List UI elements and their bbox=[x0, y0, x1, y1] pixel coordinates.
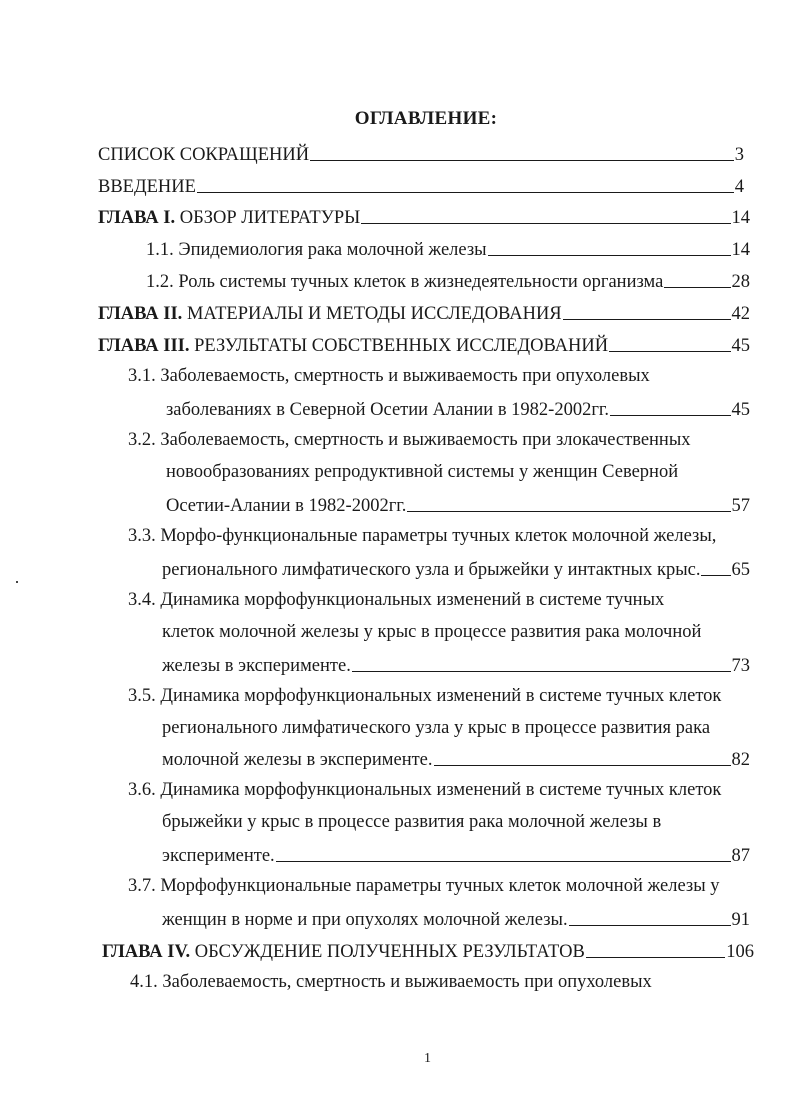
toc-page-number: 45 bbox=[731, 400, 750, 420]
toc-leader bbox=[310, 160, 734, 161]
toc-page-number: 91 bbox=[731, 910, 750, 930]
toc-entry-3-3-line-1: 3.3. Морфо-функциональные параметры тучных клеток молочной железы, bbox=[128, 526, 717, 546]
chapter-title: РЕЗУЛЬТАТЫ СОБСТВЕННЫХ ИССЛЕДОВАНИЙ bbox=[189, 336, 609, 356]
toc-page-number: 45 bbox=[731, 336, 750, 356]
toc-entry-text: эксперименте. bbox=[162, 846, 275, 866]
toc-leader bbox=[610, 415, 730, 416]
toc-entry-3-4-line-1: 3.4. Динамика морфофункциональных изменений в системе тучных bbox=[128, 590, 665, 610]
toc-entry-chapter-4 bbox=[102, 937, 754, 963]
toc-entry-text: железы в эксперименте. bbox=[162, 656, 351, 676]
toc-entry-1-1 bbox=[146, 235, 750, 261]
chapter-label: ГЛАВА IV. bbox=[102, 942, 191, 962]
toc-page-number: 87 bbox=[731, 846, 750, 866]
toc-page-number: 14 bbox=[731, 240, 750, 260]
chapter-label: ГЛАВА I. bbox=[98, 208, 176, 228]
toc-entry-3-7 bbox=[162, 905, 750, 931]
chapter-title: МАТЕРИАЛЫ И МЕТОДЫ ИССЛЕДОВАНИЯ bbox=[182, 304, 562, 324]
toc-entry-text bbox=[102, 942, 585, 963]
toc-leader bbox=[701, 575, 730, 576]
toc-page-number: 73 bbox=[731, 656, 750, 676]
toc-entry-introduction bbox=[98, 172, 744, 198]
toc-page-number: 57 bbox=[731, 496, 750, 516]
toc-page-number: 42 bbox=[731, 304, 750, 324]
toc-entry-text: заболеваниях в Северной Осетии Алании в 1982-2002гг. bbox=[166, 400, 610, 420]
toc-leader bbox=[609, 351, 730, 352]
chapter-label: ГЛАВА III. bbox=[98, 336, 190, 356]
toc-entry-text: ВВЕДЕНИЕ bbox=[98, 177, 196, 197]
toc-leader bbox=[352, 671, 731, 672]
toc-leader bbox=[664, 287, 730, 288]
chapter-title: ОБСУЖДЕНИЕ ПОЛУЧЕННЫХ РЕЗУЛЬТАТОВ bbox=[190, 942, 585, 962]
toc-page-number: 65 bbox=[731, 560, 750, 580]
toc-entry-3-6 bbox=[162, 841, 750, 867]
toc-leader bbox=[569, 925, 731, 926]
toc-entry-text: 1.1. Эпидемиология рака молочной железы bbox=[146, 240, 487, 260]
scan-speck bbox=[16, 581, 18, 583]
toc-entry-text: молочной железы в эксперименте. bbox=[162, 750, 433, 770]
toc-leader bbox=[197, 192, 734, 193]
toc-leader bbox=[563, 319, 731, 320]
chapter-label: ГЛАВА II. bbox=[98, 304, 183, 324]
toc-entry-4-1-line-1: 4.1. Заболеваемость, смертность и выживаемость при опухолевых bbox=[130, 972, 652, 992]
toc-entry-3-2 bbox=[166, 491, 750, 517]
toc-entry-3-1 bbox=[166, 395, 750, 421]
toc-entry-3-2-line-1: 3.2. Заболеваемость, смертность и выживаемость при злокачественных bbox=[128, 430, 691, 450]
toc-title: ОГЛАВЛЕНИЕ: bbox=[354, 108, 498, 129]
toc-entry-3-1-line-1: 3.1. Заболеваемость, смертность и выживаемость при опухолевых bbox=[128, 366, 650, 386]
toc-entry-3-2-line-2: новообразованиях репродуктивной системы у женщин Северной bbox=[166, 462, 679, 482]
chapter-title: ОБЗОР ЛИТЕРАТУРЫ bbox=[175, 208, 361, 228]
toc-entry-text: регионального лимфатического узла и брыжейки у интактных крыс. bbox=[162, 560, 701, 580]
toc-entry-text bbox=[98, 208, 360, 229]
toc-entry-abbreviations bbox=[98, 140, 744, 166]
toc-entry-3-6-line-2: брыжейки у крыс в процессе развития рака молочной железы в bbox=[162, 812, 662, 832]
toc-entry-text bbox=[98, 336, 608, 357]
toc-page-number: 14 bbox=[731, 208, 750, 228]
page-number: 1 bbox=[424, 1051, 431, 1066]
toc-leader bbox=[407, 511, 730, 512]
toc-entry-3-7-line-1: 3.7. Морфофункциональные параметры тучных клеток молочной железы у bbox=[128, 876, 720, 896]
toc-leader bbox=[488, 255, 731, 256]
toc-entry-3-4 bbox=[162, 651, 750, 677]
toc-entry-text: СПИСОК СОКРАЩЕНИЙ bbox=[98, 145, 310, 165]
toc-page-number: 82 bbox=[731, 750, 750, 770]
toc-leader bbox=[276, 861, 731, 862]
toc-entry-chapter-1 bbox=[98, 203, 750, 229]
toc-entry-chapter-2 bbox=[98, 299, 750, 325]
toc-page-number: 4 bbox=[734, 177, 744, 197]
toc-entry-3-6-line-1: 3.6. Динамика морфофункциональных изменений в системе тучных клеток bbox=[128, 780, 722, 800]
toc-entry-text: 1.2. Роль системы тучных клеток в жизнедеятельности организма bbox=[146, 272, 664, 292]
toc-leader bbox=[361, 223, 730, 224]
toc-leader bbox=[434, 765, 731, 766]
toc-entry-text: Осетии-Алании в 1982-2002гг. bbox=[166, 496, 407, 516]
toc-entry-chapter-3 bbox=[98, 331, 750, 357]
toc-entry-text bbox=[98, 304, 562, 325]
toc-entry-3-5-line-1: 3.5. Динамика морфофункциональных изменений в системе тучных клеток bbox=[128, 686, 722, 706]
toc-page-number: 28 bbox=[731, 272, 750, 292]
toc-page-number: 106 bbox=[726, 942, 754, 962]
toc-entry-1-2 bbox=[146, 267, 750, 293]
toc-entry-3-3 bbox=[162, 555, 750, 581]
toc-page-number: 3 bbox=[734, 145, 744, 165]
toc-leader bbox=[586, 957, 725, 958]
toc-entry-3-5 bbox=[162, 745, 750, 771]
toc-entry-text: женщин в норме и при опухолях молочной железы. bbox=[162, 910, 568, 930]
toc-entry-3-5-line-2: регионального лимфатического узла у крыс в процессе развития рака bbox=[162, 718, 711, 738]
toc-entry-3-4-line-2: клеток молочной железы у крыс в процессе развития рака молочной bbox=[162, 622, 702, 642]
